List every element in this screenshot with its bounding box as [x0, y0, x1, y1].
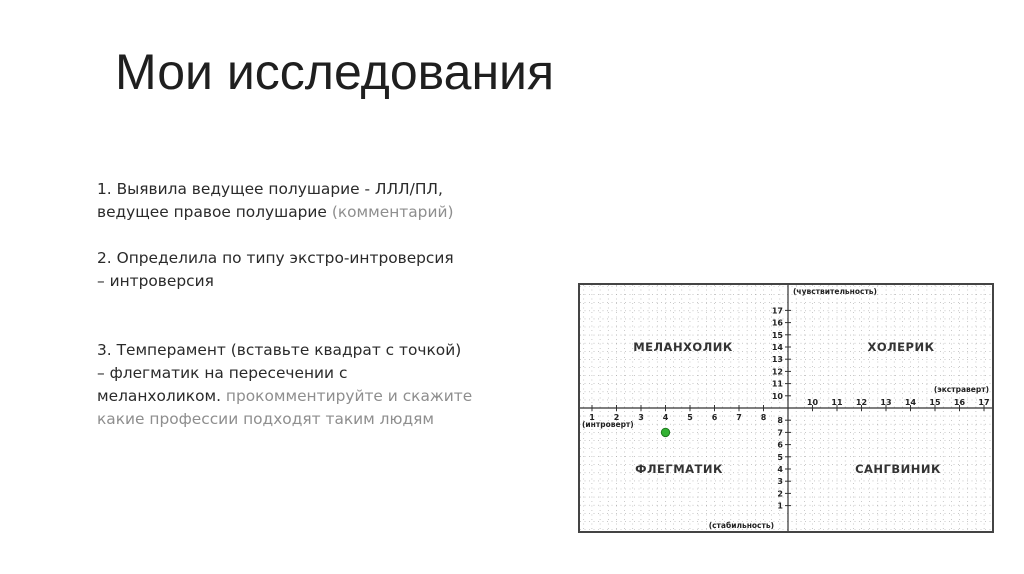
data-point	[661, 428, 669, 436]
x-tick-label: 13	[880, 398, 892, 407]
item-3-line-1: 3. Темперамент (вставьте квадрат с точкой)	[97, 341, 462, 359]
x-tick-label: 3	[638, 413, 644, 422]
item-3-note-1: прокомментируйте и скажите	[225, 387, 473, 405]
y-tick-label: 2	[777, 489, 783, 499]
x-tick-label: 7	[736, 413, 742, 422]
y-tick-label: 6	[777, 440, 783, 450]
y-tick-label: 13	[771, 355, 783, 365]
quadrant-phlegmatic: ФЛЕГМАТИК	[635, 462, 723, 476]
y-tick-label: 7	[777, 428, 783, 438]
x-tick-label: 6	[711, 413, 718, 422]
y-tick-label: 11	[771, 379, 783, 389]
y-tick-label: 3	[777, 477, 783, 487]
x-tick-label: 1	[589, 413, 595, 422]
item-3-note-2: какие профессии подходят таким людям	[97, 410, 434, 428]
y-tick-label: 16	[771, 318, 783, 328]
x-tick-label: 11	[831, 398, 843, 407]
slide-body	[97, 178, 537, 431]
y-axis-top-label: (чувствительность)	[793, 287, 877, 296]
item-1-note: (комментарий)	[331, 203, 454, 221]
y-tick-label: 4	[777, 465, 783, 474]
slide-title: Мои исследования	[115, 44, 555, 100]
y-tick-label: 14	[771, 343, 783, 352]
x-tick-label: 2	[613, 413, 620, 422]
item-2-line-1: 2. Определила по типу экстро-интроверсия	[97, 249, 454, 267]
item-1	[97, 178, 537, 224]
temperament-chart	[578, 283, 994, 533]
x-tick-label: 16	[953, 398, 966, 407]
y-tick-label: 10	[771, 391, 783, 401]
x-axis-right-label: (экстраверт)	[933, 385, 989, 394]
x-tick-label: 15	[929, 398, 941, 407]
item-3-line-2: – флегматик на пересечении с	[97, 364, 348, 382]
y-axis-bottom-label: (стабильность)	[708, 521, 774, 530]
y-tick-label: 5	[777, 452, 783, 462]
x-tick-label: 5	[687, 413, 693, 422]
quadrant-sanguine: САНГВИНИК	[855, 462, 941, 476]
item-2	[97, 247, 537, 293]
x-tick-label: 10	[806, 398, 819, 407]
x-tick-label: 8	[760, 413, 767, 422]
quadrant-choleric: ХОЛЕРИК	[867, 340, 935, 354]
item-1-line-1: 1. Выявила ведущее полушарие - ЛЛЛ/ПЛ,	[97, 180, 443, 198]
chart-points	[661, 428, 669, 436]
y-tick-label: 8	[777, 416, 783, 426]
x-tick-label: 17	[978, 398, 990, 407]
x-axis-left-label: (интроверт)	[582, 420, 634, 429]
item-3	[97, 339, 537, 431]
x-tick-label: 4	[662, 413, 669, 422]
item-2-line-2: – интроверсия	[97, 272, 214, 290]
chart-axes	[580, 285, 992, 531]
item-1-line-2: ведущее правое полушарие	[97, 203, 327, 221]
x-tick-label: 12	[855, 398, 868, 407]
quadrant-melancholic: МЕЛАНХОЛИК	[633, 340, 733, 354]
y-tick-label: 12	[771, 367, 783, 377]
y-tick-label: 15	[771, 330, 783, 340]
y-tick-label: 17	[771, 306, 783, 316]
y-tick-label: 1	[777, 501, 783, 511]
item-3-line-3: меланхоликом.	[97, 387, 221, 405]
temperament-chart-svg	[580, 285, 992, 531]
x-tick-label: 14	[904, 398, 917, 407]
